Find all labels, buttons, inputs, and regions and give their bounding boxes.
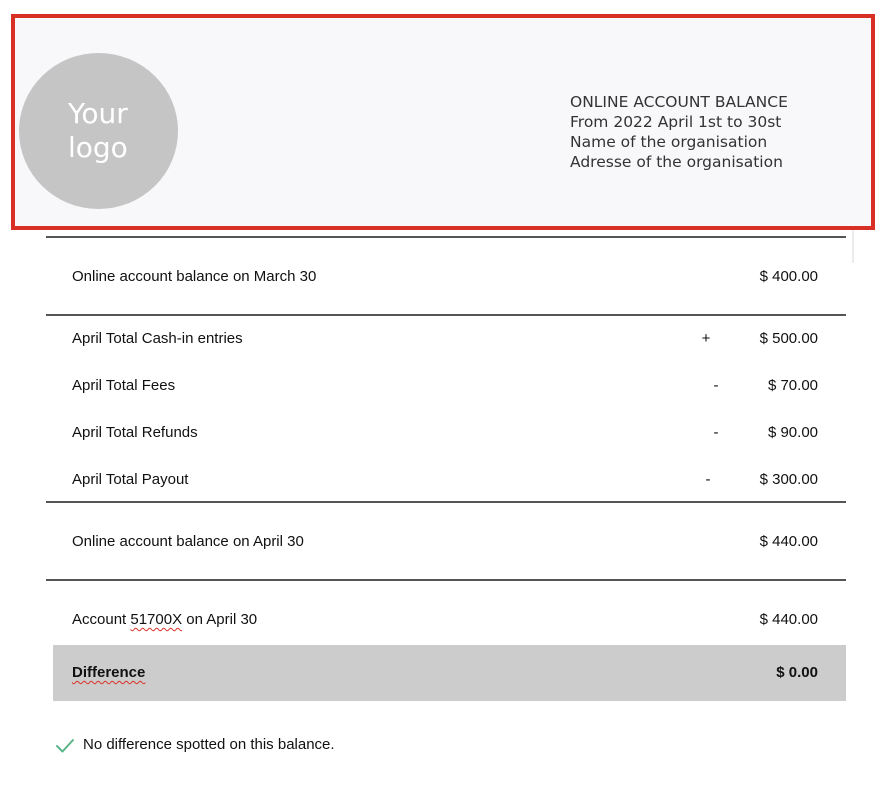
- row-sign: +: [701, 330, 711, 347]
- divider-line: [46, 579, 846, 581]
- document-title: ONLINE ACCOUNT BALANCE: [570, 93, 788, 111]
- account-number: 51700X: [130, 611, 183, 628]
- organisation-name: Name of the organisation: [570, 133, 768, 151]
- row-label: April Total Cash-in entries: [72, 330, 243, 347]
- row-amount: $ 440.00: [759, 611, 818, 628]
- account-label-prefix: Account: [72, 611, 131, 628]
- row-label: [72, 610, 257, 630]
- difference-row: [53, 645, 846, 701]
- difference-amount: $ 0.00: [776, 664, 818, 681]
- row-amount: $ 300.00: [759, 471, 818, 488]
- row-label: April Total Payout: [72, 471, 189, 488]
- logo-text: Your logo: [68, 97, 128, 164]
- check-icon: [55, 735, 75, 755]
- account-balance-row: [72, 610, 818, 630]
- row-amount: $ 440.00: [759, 533, 818, 550]
- organisation-info: [570, 92, 788, 172]
- entry-row-fees: [72, 376, 818, 396]
- entry-row-refunds: [72, 423, 818, 443]
- divider-line: [46, 501, 846, 503]
- status-message: No difference spotted on this balance.: [83, 736, 335, 753]
- row-amount: $ 400.00: [759, 268, 818, 285]
- difference-label: Difference: [72, 664, 146, 681]
- row-amount: $ 500.00: [759, 330, 818, 347]
- divider-line: [46, 236, 846, 238]
- row-sign: -: [713, 424, 719, 441]
- closing-balance-row: [72, 532, 818, 552]
- period-line: From 2022 April 1st to 30st: [570, 113, 782, 131]
- organisation-address: Adresse of the organisation: [570, 153, 783, 171]
- row-label: April Total Fees: [72, 377, 176, 394]
- row-amount: $ 70.00: [767, 377, 818, 394]
- account-label-suffix: on April 30: [182, 611, 258, 628]
- entry-row-payout: [72, 470, 818, 490]
- row-label: April Total Refunds: [72, 424, 198, 441]
- opening-balance-row: [72, 267, 818, 287]
- row-label: Online account balance on March 30: [72, 268, 317, 285]
- entry-row-cash-in: [72, 329, 818, 349]
- status-message-row: [55, 735, 335, 755]
- row-amount: $ 90.00: [767, 424, 818, 441]
- row-sign: -: [705, 471, 711, 488]
- row-label: Online account balance on April 30: [72, 533, 304, 550]
- row-sign: -: [713, 377, 719, 394]
- logo-placeholder: [19, 53, 178, 209]
- divider-line: [46, 314, 846, 316]
